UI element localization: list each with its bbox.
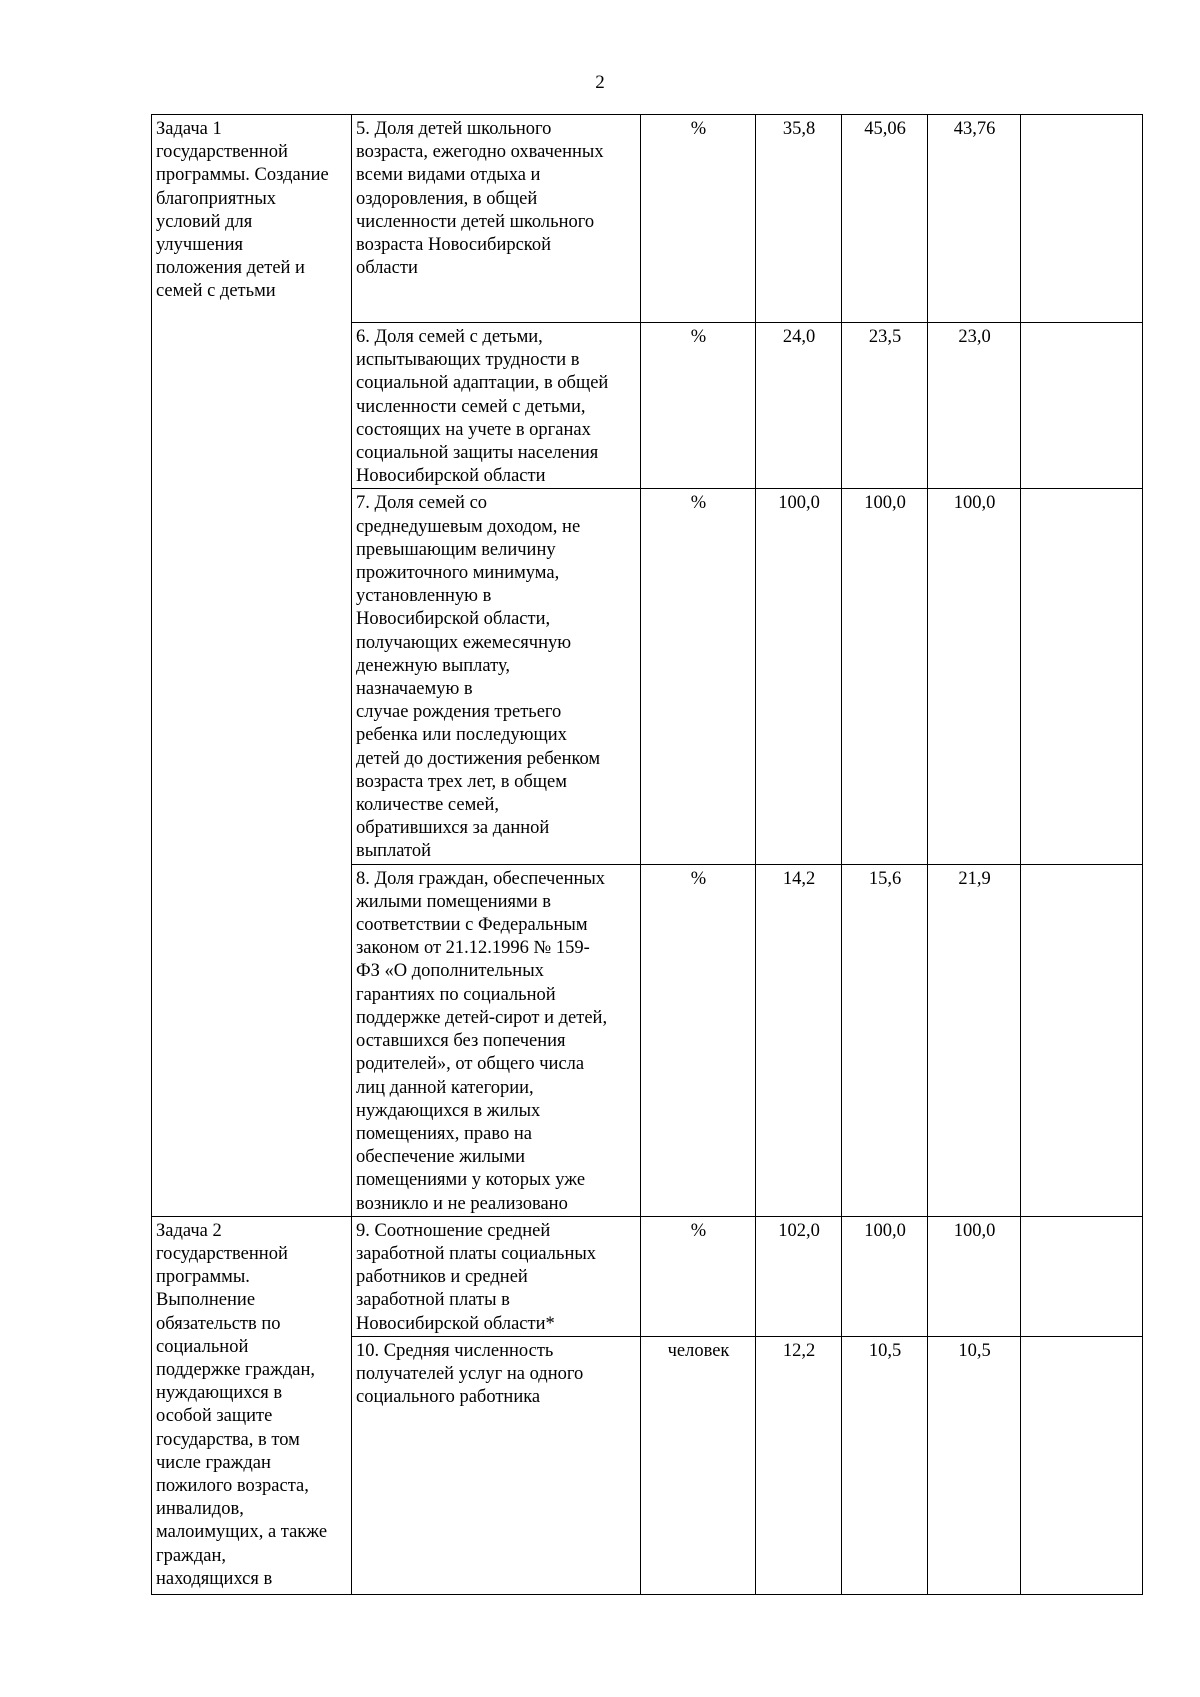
task-line: положения детей и [156, 258, 305, 279]
indicator-cell [352, 115, 641, 323]
task-line: Задача 1 [156, 119, 222, 139]
indicator-line: возраста, ежегодно охваченных [356, 142, 604, 163]
indicator-cell [352, 1336, 641, 1594]
indicator-line: прожиточного минимума, [356, 563, 560, 584]
indicator-line: помещениями у которых уже [356, 1170, 586, 1191]
task-line: условий для [156, 211, 253, 232]
value-cell: 21,9 [928, 864, 1021, 1216]
task-line: нуждающихся в [156, 1383, 283, 1404]
indicator-line: 5. Доля детей школьного [356, 119, 552, 139]
value-cell: 100,0 [756, 489, 842, 864]
indicator-line: соответствии с Федеральным [356, 915, 588, 936]
task-line: государственной [156, 1243, 288, 1264]
indicator-line: возникло и не реализовано [356, 1193, 568, 1214]
note-cell [1021, 1216, 1143, 1336]
value-cell: 24,0 [756, 323, 842, 489]
task-line: социальной [156, 1336, 249, 1357]
table-row [152, 115, 1143, 323]
indicator-line: социальной защиты населения [356, 443, 599, 464]
indicator-line: нуждающихся в жилых [356, 1100, 541, 1121]
value-cell: 43,76 [928, 115, 1021, 323]
note-cell [1021, 115, 1143, 323]
value-cell: 23,0 [928, 323, 1021, 489]
value-cell: 14,2 [756, 864, 842, 1216]
value-cell: 100,0 [842, 489, 928, 864]
table-row [152, 1216, 1143, 1336]
indicator-line: ребенка или последующих [356, 725, 567, 746]
indicator-line: жилыми помещениями в [356, 891, 552, 912]
value-cell: 100,0 [928, 1216, 1021, 1336]
note-cell [1021, 323, 1143, 489]
note-cell [1021, 864, 1143, 1216]
task-line: семей с детьми [156, 281, 276, 302]
indicator-line: количестве семей, [356, 795, 500, 816]
value-cell: 45,06 [842, 115, 928, 323]
indicator-line: испытывающих трудности в [356, 350, 580, 371]
unit-cell: % [641, 115, 756, 323]
value-cell: 100,0 [928, 489, 1021, 864]
indicator-line: помещениях, право на [356, 1123, 532, 1144]
unit-cell: % [641, 323, 756, 489]
page-number: 2 [595, 72, 605, 93]
indicator-line: превышающим величину [356, 539, 556, 560]
task-line: обязательств по [156, 1313, 281, 1334]
indicator-line: 10. Средняя численность [356, 1340, 554, 1361]
task-line: граждан, [156, 1545, 226, 1566]
indicator-line: 7. Доля семей со [356, 493, 488, 514]
indicator-line: Новосибирской области [356, 466, 546, 487]
task-line: инвалидов, [156, 1499, 244, 1520]
task-cell [152, 1216, 352, 1594]
indicator-line: социальной адаптации, в общей [356, 373, 609, 394]
unit-cell: % [641, 489, 756, 864]
indicator-line: работников и средней [356, 1267, 528, 1288]
indicator-line: оздоровления, в общей [356, 188, 538, 209]
task-line: программы. [156, 1267, 250, 1288]
indicators-table [151, 114, 1143, 1595]
indicator-line: всеми видами отдыха и [356, 165, 541, 186]
indicator-cell [352, 1216, 641, 1336]
indicator-line: 6. Доля семей с детьми, [356, 327, 543, 347]
indicator-line: Новосибирской области* [356, 1313, 555, 1334]
indicator-line: численности детей школьного [356, 211, 595, 232]
indicator-line: получающих ежемесячную [356, 632, 572, 653]
indicator-line: социального работника [356, 1387, 541, 1408]
value-cell: 10,5 [842, 1336, 928, 1594]
task-line: малоимущих, а также [156, 1522, 328, 1543]
indicator-line: законом от 21.12.1996 № 159- [356, 938, 590, 959]
indicator-line: назначаемую в [356, 679, 473, 700]
indicator-line: ФЗ «О дополнительных [356, 961, 544, 982]
indicator-line: возраста трех лет, в общем [356, 771, 567, 792]
indicator-line: 8. Доля граждан, обеспеченных [356, 868, 606, 889]
indicator-line: обеспечение жилыми [356, 1147, 526, 1168]
value-cell: 100,0 [842, 1216, 928, 1336]
task-cell [152, 115, 352, 1217]
indicator-line: родителей», от общего числа [356, 1054, 585, 1075]
indicator-cell [352, 489, 641, 864]
task-line: Задача 2 [156, 1220, 222, 1241]
indicator-line: численности семей с детьми, [356, 396, 586, 417]
task-line: пожилого возраста, [156, 1475, 309, 1496]
value-cell: 12,2 [756, 1336, 842, 1594]
task-line: улучшения [156, 235, 243, 256]
indicator-line: детей до достижения ребенком [356, 748, 601, 769]
indicator-line: состоящих на учете в органах [356, 419, 591, 440]
indicator-line: случае рождения третьего [356, 702, 562, 723]
unit-cell: % [641, 1216, 756, 1336]
task-line: поддержке граждан, [156, 1359, 316, 1380]
note-cell [1021, 1336, 1143, 1594]
note-cell [1021, 489, 1143, 864]
task-line: особой защите [156, 1406, 273, 1427]
task-line: Выполнение [156, 1290, 256, 1311]
indicator-line: оставшихся без попечения [356, 1031, 566, 1052]
indicator-line: области [356, 258, 418, 279]
task-line: находящихся в [156, 1568, 273, 1589]
indicator-line: среднедушевым доходом, не [356, 516, 581, 537]
indicator-line: обратившихся за данной [356, 818, 550, 839]
task-line: государства, в том [156, 1429, 300, 1450]
task-line: благоприятных [156, 188, 276, 209]
indicator-line: поддержке детей-сирот и детей, [356, 1007, 608, 1028]
indicator-line: получателей услуг на одного [356, 1363, 584, 1384]
unit-cell: человек [641, 1336, 756, 1594]
indicator-line: заработной платы в [356, 1290, 510, 1311]
indicator-line: возраста Новосибирской [356, 235, 551, 256]
indicator-line: лиц данной категории, [356, 1077, 534, 1098]
value-cell: 35,8 [756, 115, 842, 323]
indicator-line: 9. Соотношение средней [356, 1220, 551, 1241]
indicator-cell [352, 323, 641, 489]
value-cell: 15,6 [842, 864, 928, 1216]
value-cell: 10,5 [928, 1336, 1021, 1594]
indicator-line: денежную выплату, [356, 655, 511, 676]
indicator-line: заработной платы социальных [356, 1243, 597, 1264]
value-cell: 23,5 [842, 323, 928, 489]
unit-cell: % [641, 864, 756, 1216]
value-cell: 102,0 [756, 1216, 842, 1336]
task-line: государственной [156, 142, 288, 163]
indicator-line: гарантиях по социальной [356, 984, 556, 1005]
indicator-line: установленную в [356, 586, 492, 607]
indicator-line: выплатой [356, 841, 432, 862]
task-line: числе граждан [156, 1452, 271, 1473]
task-line: программы. Создание [156, 165, 329, 186]
indicator-cell [352, 864, 641, 1216]
indicator-line: Новосибирской области, [356, 609, 551, 630]
